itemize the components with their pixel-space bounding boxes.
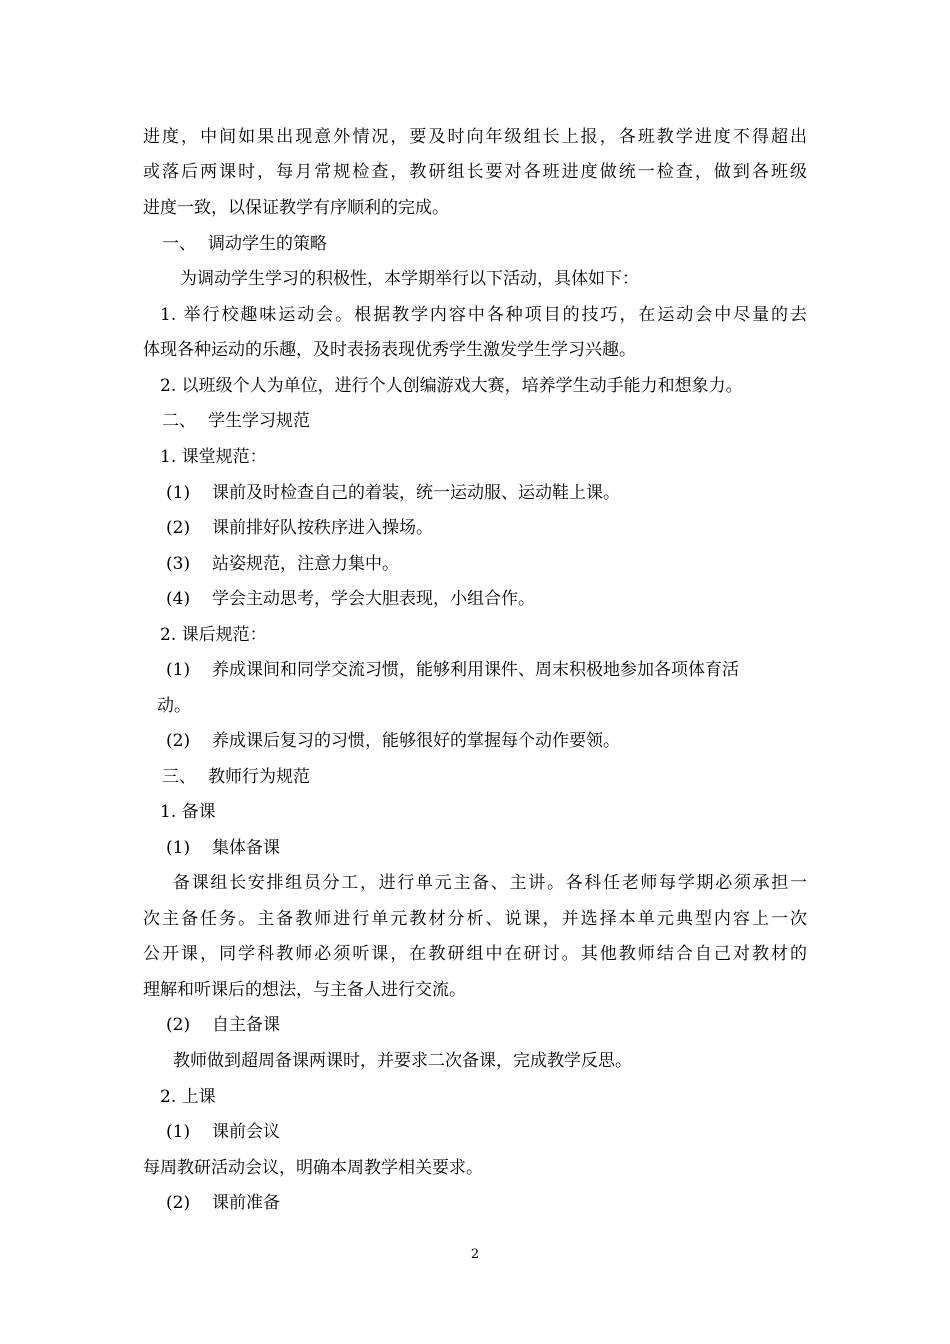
section-heading-2 — [162, 410, 310, 432]
item-text: 课前准备 — [212, 1193, 280, 1213]
section-number: 三、 — [162, 767, 196, 787]
section-number: 一、 — [162, 234, 196, 254]
item-number: (3) — [166, 554, 191, 574]
section-title: 调动学生的策略 — [208, 234, 327, 254]
item-number: (1) — [166, 483, 191, 503]
item-text: 集体备课 — [212, 838, 280, 858]
item-number: (1) — [166, 838, 191, 858]
body-line: 体现各种运动的乐趣，及时表扬表现优秀学生激发学生学习兴趣。 — [143, 340, 636, 360]
item-text: 课前会议 — [212, 1122, 280, 1142]
list-item — [166, 517, 433, 539]
section-number: 二、 — [162, 411, 196, 431]
item-text: 课前排好队按秩序进入操场。 — [212, 518, 433, 538]
subheading: 2. 课后规范： — [160, 625, 267, 645]
list-item: 2. 以班级个人为单位，进行个人创编游戏大赛，培养学生动手能力和想象力。 — [160, 376, 743, 396]
body-line: 次主备任务。主备教师进行单元教材分析、说课，并选择本单元典型内容上一次 — [143, 909, 807, 929]
list-item — [166, 482, 620, 504]
item-text: 课前及时检查自己的着装，统一运动服、运动鞋上课。 — [212, 483, 620, 503]
section-title: 学生学习规范 — [208, 411, 310, 431]
section-title: 教师行为规范 — [208, 767, 310, 787]
subheading: 2. 上课 — [160, 1087, 216, 1107]
item-number: (1) — [166, 660, 191, 680]
body-line: 动。 — [157, 696, 191, 716]
subheading: 1. 课堂规范： — [160, 447, 267, 467]
list-item — [166, 1014, 280, 1036]
list-item — [166, 1192, 280, 1214]
item-text: 站姿规范，注意力集中。 — [212, 554, 399, 574]
item-number: (1) — [166, 1122, 191, 1142]
item-text: 养成课间和同学交流习惯，能够利用课件、周末积极地参加各项体育活 — [212, 660, 739, 680]
body-line: 进度，中间如果出现意外情况，要及时向年级组长上报，各班教学进度不得超出 — [143, 127, 807, 147]
list-item — [166, 730, 620, 752]
item-number: (2) — [166, 731, 191, 751]
body-line: 为调动学生学习的积极性，本学期举行以下活动，具体如下： — [180, 269, 639, 289]
body-line: 公开课，同学科教师必须听课，在教研组中在研讨。其他教师结合自己对教材的 — [143, 944, 807, 964]
section-heading-3 — [162, 766, 310, 788]
body-line: 每周教研活动会议，明确本周教学相关要求。 — [143, 1158, 483, 1178]
list-item: 1. 举行校趣味运动会。根据教学内容中各种项目的技巧，在运动会中尽量的去 — [160, 305, 807, 325]
list-item — [166, 1121, 280, 1143]
body-line: 理解和听课后的想法，与主备人进行交流。 — [143, 980, 466, 1000]
body-line: 或落后两课时，每月常规检查，教研组长要对各班进度做统一检查，做到各班级 — [143, 162, 807, 182]
list-item — [166, 588, 535, 610]
item-text: 自主备课 — [212, 1015, 280, 1035]
body-line: 备课组长安排组员分工，进行单元主备、主讲。各科任老师每学期必须承担一 — [173, 873, 807, 893]
item-text: 学会主动思考，学会大胆表现，小组合作。 — [212, 589, 535, 609]
body-line: 教师做到超周备课两课时，并要求二次备课，完成教学反思。 — [173, 1051, 632, 1071]
list-item — [166, 837, 280, 859]
item-number: (2) — [166, 518, 191, 538]
list-item — [166, 659, 739, 681]
subheading: 1. 备课 — [160, 802, 216, 822]
item-number: (4) — [166, 589, 191, 609]
page-number: 2 — [470, 1247, 480, 1262]
item-number: (2) — [166, 1193, 191, 1213]
section-heading-1 — [162, 233, 327, 255]
list-item — [166, 553, 399, 575]
item-text: 养成课后复习的习惯，能够很好的掌握每个动作要领。 — [212, 731, 620, 751]
body-line: 进度一致，以保证教学有序顺利的完成。 — [143, 198, 449, 218]
item-number: (2) — [166, 1015, 191, 1035]
